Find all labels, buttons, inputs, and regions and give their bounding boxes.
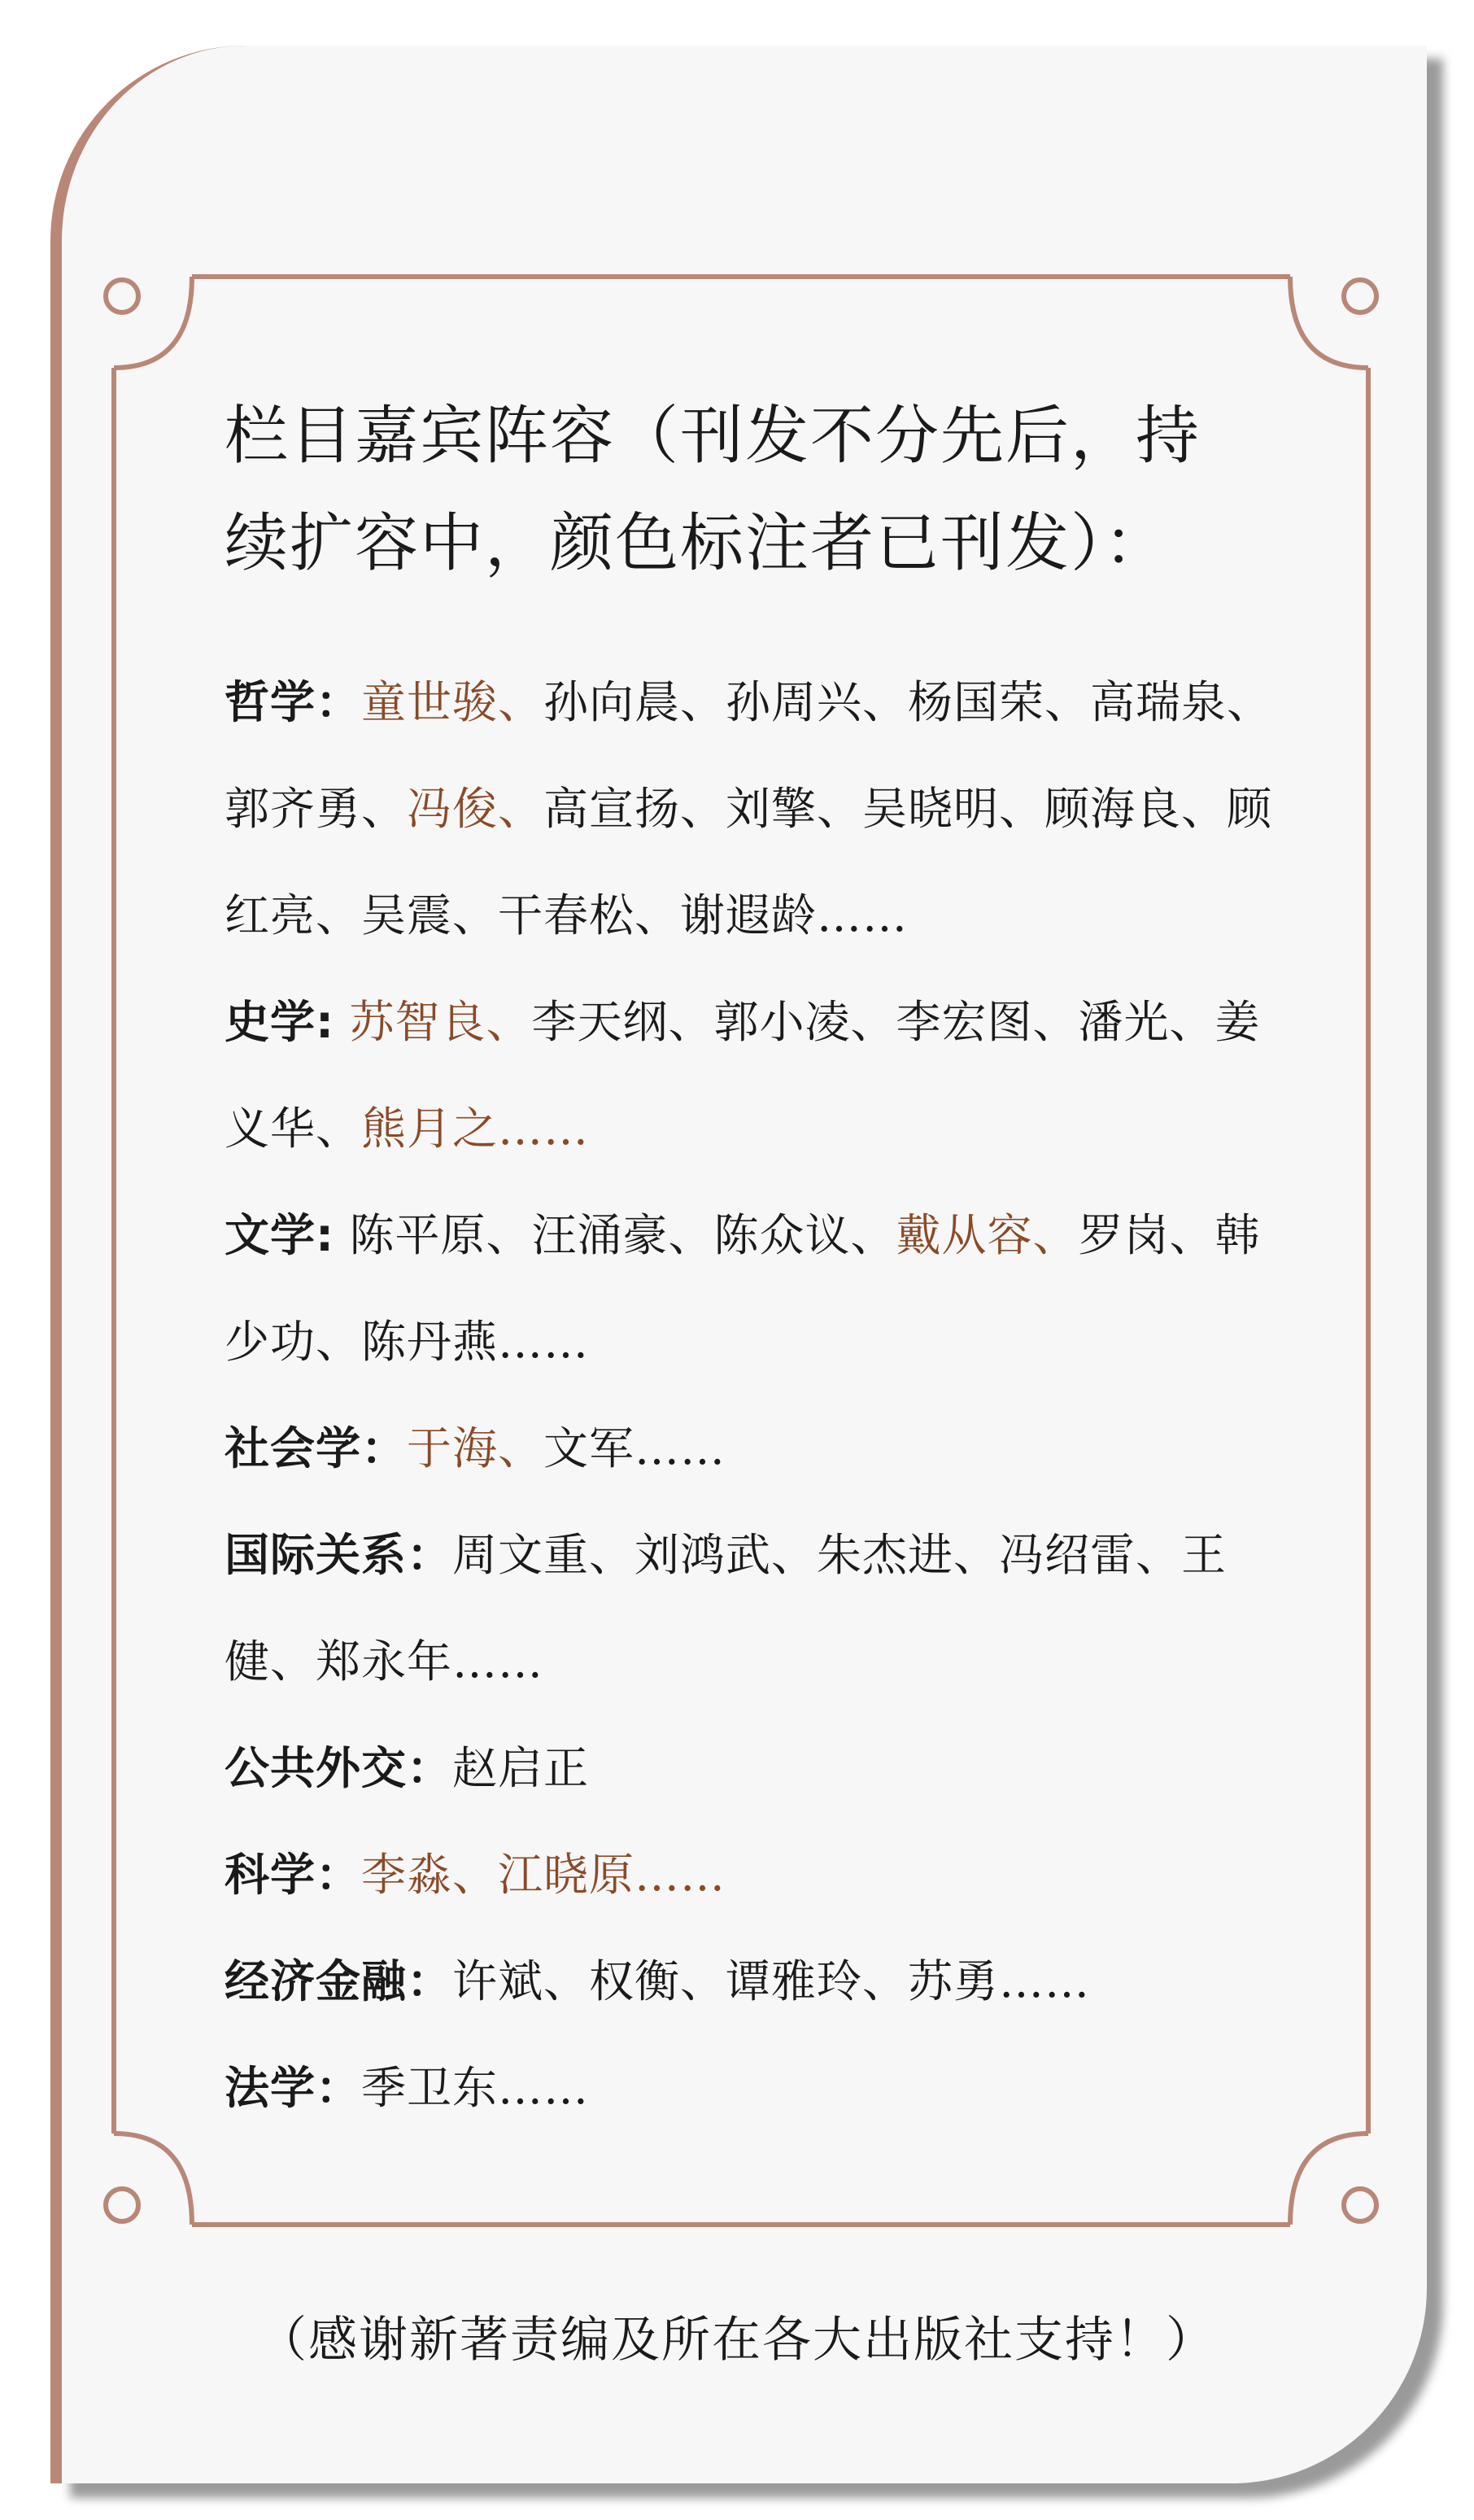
footer-thanks: （感谢新著责编及所在各大出版社支持！） xyxy=(258,2312,1216,2369)
names: 陈平原、汪涌豪、陈众议、 xyxy=(349,1209,896,1261)
names: 周文重、刘鸿武、朱杰进、冯绍雷、王健、郑永年…… xyxy=(225,1529,1228,1688)
published-names: 于海、 xyxy=(407,1422,544,1474)
section-sociology xyxy=(225,1395,1274,1502)
page-heading xyxy=(225,382,1274,597)
content-block xyxy=(225,382,1274,2142)
section-label: 经济金融： xyxy=(225,1955,453,2007)
section-label: 哲学： xyxy=(225,676,362,728)
names: 李天纲、郭小凌、李宏图、潘光、姜义华、 xyxy=(225,996,1261,1155)
section-philosophy xyxy=(225,649,1274,969)
published-names: 苏智良、 xyxy=(349,996,532,1048)
names: 季卫东…… xyxy=(361,2062,590,2114)
names: 孙向晨、孙周兴、杨国荣、高瑞泉、郭齐勇、 xyxy=(225,676,1273,835)
heading-line-1: 栏目嘉宾阵容（刊发不分先后，持 xyxy=(225,400,1201,473)
section-law xyxy=(225,2035,1274,2142)
names: 许斌、权衡、谭雅玲、苏勇…… xyxy=(452,1955,1091,2007)
published-names: 童世骏、 xyxy=(361,676,544,728)
published-names: 戴从容、 xyxy=(896,1209,1079,1261)
section-label: 史学 xyxy=(225,996,316,1048)
names: 文军…… xyxy=(543,1422,726,1474)
section-public-diplomacy xyxy=(225,1715,1274,1822)
names: 赵启正 xyxy=(452,1742,590,1794)
corner-ornament-top-right xyxy=(1344,280,1376,312)
section-label: 公共外交： xyxy=(225,1742,453,1794)
names: 罗岗、韩少功、陈丹燕…… xyxy=(225,1209,1261,1368)
section-science xyxy=(225,1822,1274,1928)
published-names: 冯俊、 xyxy=(407,783,544,835)
section-international-relations xyxy=(225,1502,1274,1715)
heading-line-2: 续扩容中，颜色标注者已刊发）： xyxy=(225,507,1170,580)
section-label: 国际关系： xyxy=(225,1529,453,1581)
names: 高宣扬、刘擎、吴晓明、顾海良、顾红亮、吴震、干春松、谢遐龄…… xyxy=(225,783,1273,941)
section-label: 文学 xyxy=(225,1209,316,1261)
label-colon: : xyxy=(316,1209,335,1261)
section-label: 法学： xyxy=(225,2062,362,2114)
section-label: 科学： xyxy=(225,1849,362,1901)
published-names: 熊月之…… xyxy=(361,1103,590,1155)
corner-ornament-bottom-right xyxy=(1344,2189,1376,2221)
published-names: 李淼、江晓原…… xyxy=(361,1849,726,1901)
corner-ornament-top-left xyxy=(106,280,138,312)
section-history xyxy=(225,969,1274,1182)
label-colon: : xyxy=(316,996,335,1048)
section-economics-finance xyxy=(225,1928,1274,2035)
section-label: 社会学： xyxy=(225,1422,408,1474)
section-literature xyxy=(225,1182,1274,1395)
corner-ornament-bottom-left xyxy=(106,2189,138,2221)
